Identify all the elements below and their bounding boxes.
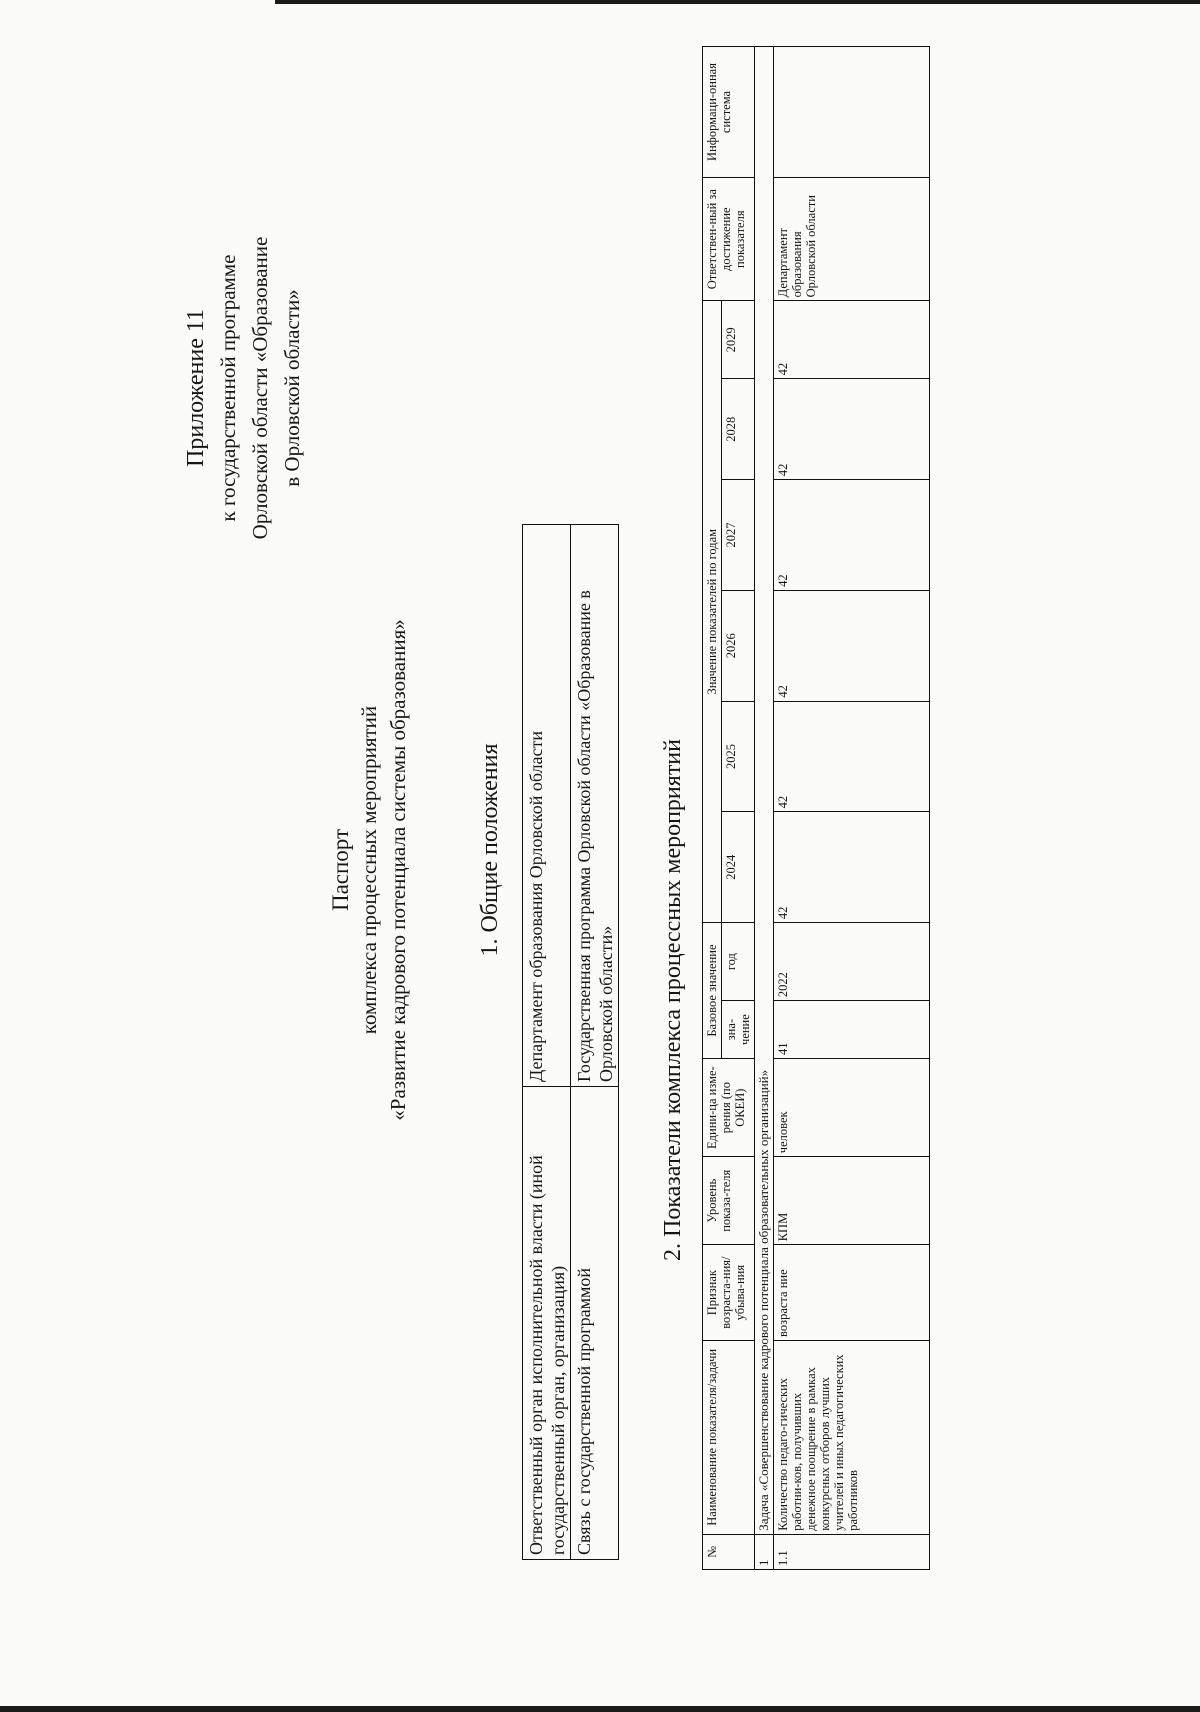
passport-title bbox=[326, 440, 413, 1300]
rotated-page bbox=[0, 40, 1200, 1640]
row-value-2028: 42 bbox=[774, 379, 930, 480]
general-value-responsible: Департамент образования Орловской области bbox=[523, 525, 571, 1087]
header-year-2024: 2024 bbox=[722, 812, 755, 923]
header-base-year: год bbox=[722, 923, 755, 1001]
table-row bbox=[523, 525, 571, 1560]
header-year-2027: 2027 bbox=[722, 480, 755, 591]
header-level: Уровень показа-теля bbox=[703, 1157, 755, 1245]
general-label-responsible: Ответственный орган исполнительной власти (иной государственный орган, организация) bbox=[523, 1087, 571, 1560]
scan-edge-bottom bbox=[0, 1706, 1200, 1712]
row-value-2026: 42 bbox=[774, 590, 930, 701]
annex-line-2: к государственной программе bbox=[216, 254, 240, 522]
row-info-system bbox=[774, 47, 930, 178]
row-responsible: Департамент образования Орловской области bbox=[774, 178, 930, 301]
task-num: 1 bbox=[755, 1534, 774, 1569]
row-value-2029: 42 bbox=[774, 301, 930, 379]
header-sign: Признак возраста-ния/ убыва-ния bbox=[703, 1245, 755, 1341]
header-info-system: Информаци-онная система bbox=[703, 47, 755, 178]
row-level: КПМ bbox=[774, 1157, 930, 1245]
header-base-value: зна-чение bbox=[722, 1001, 755, 1059]
header-year-2029: 2029 bbox=[722, 301, 755, 379]
passport-word: Паспорт bbox=[328, 828, 353, 912]
header-num: № bbox=[703, 1534, 755, 1569]
header-year-2028: 2028 bbox=[722, 379, 755, 480]
row-num: 1.1 bbox=[774, 1534, 930, 1569]
general-label-program-link: Связь с государственной программой bbox=[571, 1087, 619, 1560]
header-base: Базовое значение bbox=[703, 923, 722, 1059]
table-header-row bbox=[703, 47, 722, 1570]
general-value-program-link: Государственная программа Орловской области «Образование в Орловской области» bbox=[571, 525, 619, 1087]
passport-program-name: «Развитие кадрового потенциала системы образования» bbox=[386, 619, 410, 1121]
header-year-2026: 2026 bbox=[722, 590, 755, 701]
row-value-2024: 42 bbox=[774, 812, 930, 923]
annex-header bbox=[180, 158, 308, 618]
header-name: Наименование показателя/задачи bbox=[703, 1340, 755, 1534]
section-2-heading: 2. Показатели комплекса процессных мероприятий bbox=[660, 739, 686, 1262]
task-text: Задача «Совершенствование кадрового потенциала образовательных организаций» bbox=[755, 47, 774, 1535]
annex-line-4: в Орловской области» bbox=[280, 289, 304, 487]
row-value-2027: 42 bbox=[774, 480, 930, 591]
row-unit: человек bbox=[774, 1059, 930, 1157]
row-base-year: 2022 bbox=[774, 923, 930, 1001]
header-year-2025: 2025 bbox=[722, 701, 755, 812]
row-value-2025: 42 bbox=[774, 701, 930, 812]
passport-subtitle: комплекса процессных мероприятий bbox=[357, 705, 381, 1035]
table-row bbox=[774, 47, 930, 1570]
annex-line-3: Орловской области «Образование bbox=[248, 236, 272, 540]
annex-title: Приложение 11 bbox=[183, 309, 209, 467]
indicators-table bbox=[702, 46, 930, 1570]
table-row bbox=[571, 525, 619, 1560]
section-1-heading: 1. Общие положения bbox=[477, 743, 503, 957]
row-name: Количество педаго-гических работни-ков, получивших денежное поощрение в рамках конкурсных отборов лучших учителей и иных педагогических работников bbox=[774, 1340, 930, 1534]
header-values-by-year: Значение показателей по годам bbox=[703, 301, 722, 923]
scan-edge-top bbox=[275, 0, 1200, 4]
general-provisions-table bbox=[522, 524, 619, 1560]
header-responsible: Ответствен-ный за достижение показателя bbox=[703, 178, 755, 301]
row-sign: возраста ние bbox=[774, 1245, 930, 1341]
table-row-task bbox=[755, 47, 774, 1570]
row-base-value: 41 bbox=[774, 1001, 930, 1059]
header-unit: Едини-ца изме-рения (по ОКЕИ) bbox=[703, 1059, 755, 1157]
